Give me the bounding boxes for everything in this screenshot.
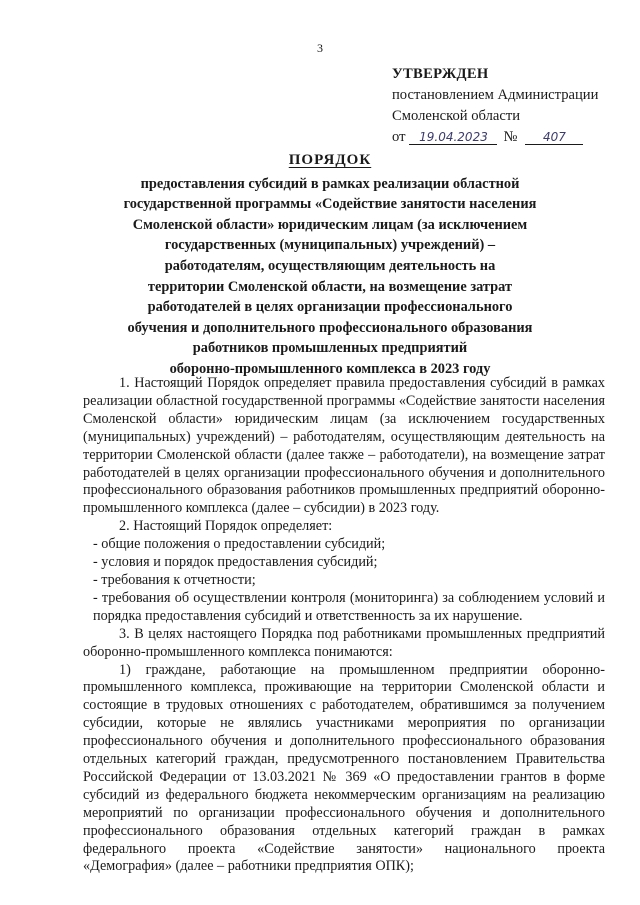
number-label: № (503, 129, 518, 145)
paragraph-4: 1) граждане, работающие на промышленном предприятии оборонно-промышленного комплекса, проживающие на территории Смоленской области и состоящие в трудовых отношениях с работодателем, обратившимся за получением субсидии, которые не являлись участниками мероприятия по организации профессионального обучения и дополнительного профессионального образования отдельных категорий граждан, предусмотренного постановлением Правительства Российской Федерации от 13.03.2021 № 369 «О предоставлении грантов в форме субсидий из федерального бюджета некоммерческим организациям на реализацию мероприятий по организации профессионального обучения и дополнительного профессионального образования отдельных категорий граждан в рамках федерального проекта «Содействие занятости» национального проекта «Демография» (далее – работники предприятия ОПК); (83, 661, 605, 875)
list-item: - требования к отчетности; (93, 571, 256, 588)
title-line: Смоленской области» юридическим лицам (за исключением (132, 216, 528, 233)
title-line: предоставления субсидий в рамках реализации областной (140, 175, 520, 192)
title-line: государственных (муниципальных) учреждений) – (164, 237, 496, 254)
title-line: обучения и дополнительного профессионального образования (127, 319, 533, 336)
document-body (83, 375, 605, 876)
title-line: работодателей в целях организации профессионального (147, 299, 513, 316)
approval-line-1: постановлением Администрации (392, 87, 599, 103)
approval-line-2: Смоленской области (392, 108, 521, 124)
handwritten-date: 19.04.2023 (409, 130, 497, 145)
title-line: государственной программы «Содействие занятости населения (123, 196, 537, 213)
document-title-block (100, 150, 560, 380)
page-number: 3 (317, 41, 323, 55)
title-line: работников промышленных предприятий (192, 340, 468, 357)
paragraph-1: 1. Настоящий Порядок определяет правила предоставления субсидий в рамках реализации областной государственной программы «Содействие занятости населения Смоленской области» юридическим лицам (за исключением государственных (муниципальных) учреждений) – работодателям, осуществляющим деятельность на территории Смоленской области (далее также – работодатели), на возмещение затрат работодателей в целях организации профессионального обучения и дополнительного профессионального образования работников промышленных предприятий оборонно-промышленного комплекса (далее – субсидии) в 2023 году. (83, 375, 605, 517)
list-item: - требования об осуществлении контроля (мониторинга) за соблюдением условий и порядка предоставления субсидий и ответственность за их нарушение. (93, 589, 605, 624)
approval-block (392, 64, 632, 148)
approval-heading: УТВЕРЖДЕН (392, 66, 489, 82)
handwritten-number: 407 (525, 130, 583, 145)
approval-date-number-line (392, 127, 632, 148)
title-line: оборонно-промышленного комплекса в 2023 году (169, 360, 491, 377)
paragraph-3: 3. В целях настоящего Порядка под работниками промышленных предприятий оборонно-промышленного комплекса понимаются: (83, 625, 605, 660)
title-line: работодателям, осуществляющим деятельность на (164, 257, 496, 274)
list-item: - условия и порядок предоставления субсидий; (93, 554, 378, 571)
from-label: от (392, 129, 406, 145)
title-line: территории Смоленской области, на возмещение затрат (147, 278, 513, 295)
paragraph-2: 2. Настоящий Порядок определяет: (119, 518, 333, 535)
document-title: ПОРЯДОК (288, 152, 372, 168)
list-item: - общие положения о предоставлении субсидий; (93, 536, 386, 553)
